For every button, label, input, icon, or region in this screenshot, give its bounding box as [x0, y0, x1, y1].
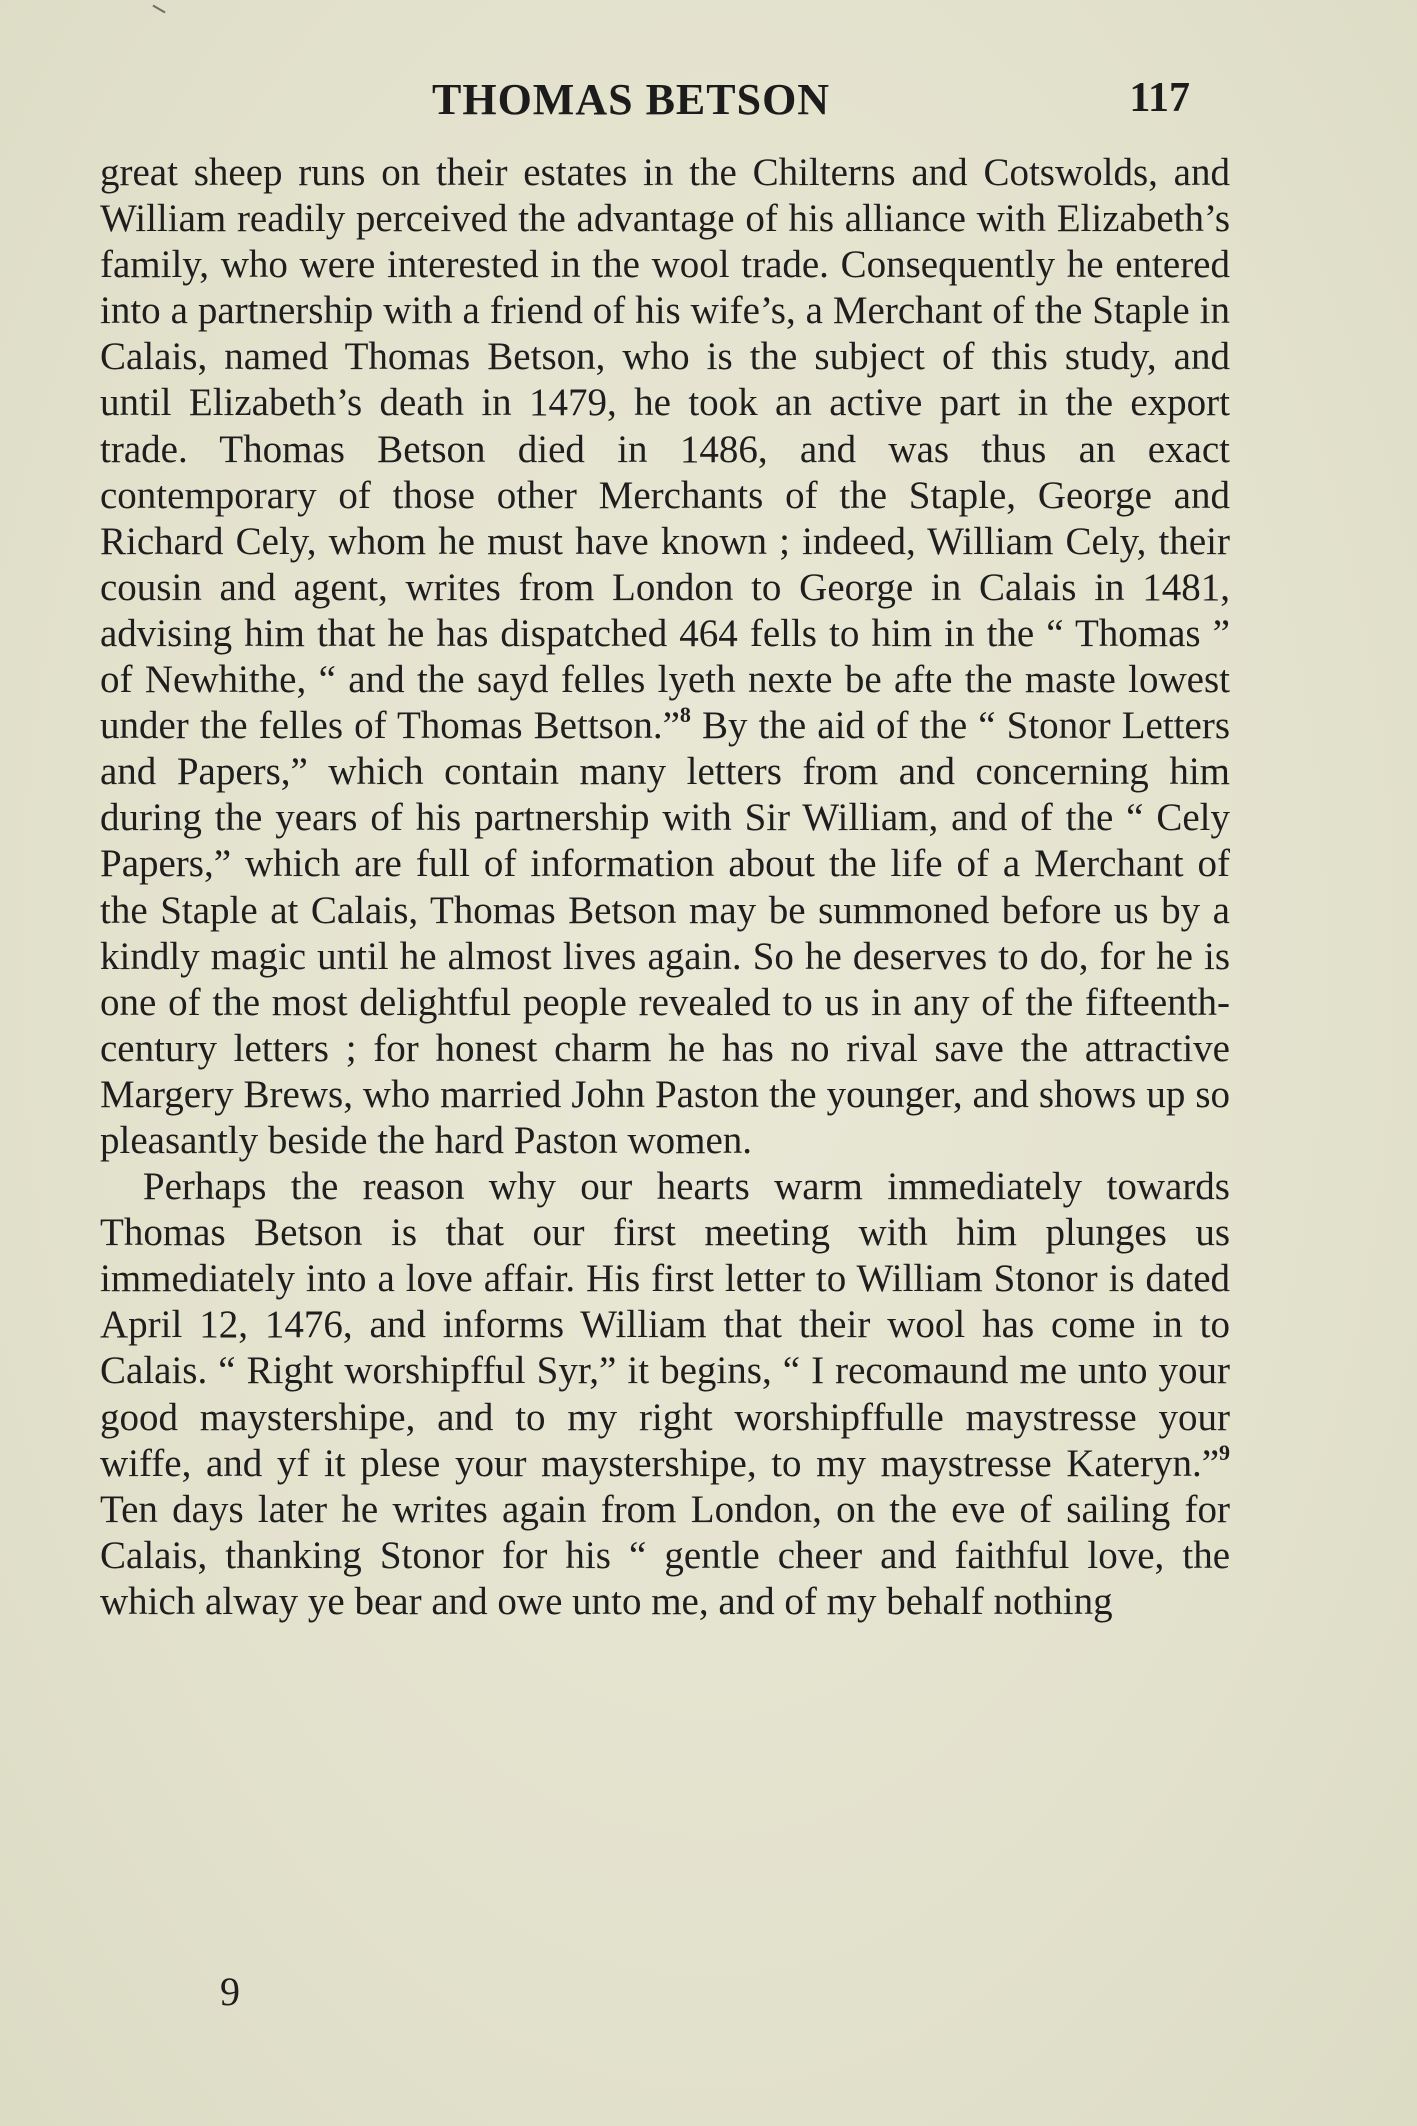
- paragraph: [100, 1164, 1230, 1625]
- footnote-ref: 9: [1219, 1439, 1230, 1465]
- running-header: [100, 74, 1190, 134]
- text-run: Ten days later he writes again from London, on the eve of sailing for Calais, thanking Stonor for his “ gentle cheer and faithful love, the which alway ye bear and owe unto me, and of my behalf nothing: [100, 1487, 1230, 1623]
- text-run: great sheep runs on their estates in the Chilterns and Cotswolds, and William readily perceived the advantage of his alliance with Elizabeth’s family, who were interested in the wool trade. Consequently he entered into a partnership with a friend of his wife’s, a Merchant of the Staple in Calais, named Thomas Betson, who is the subject of this study, and until Elizabeth’s death in 1479, he took an active part in the export trade. Thomas Betson died in 1486, and was thus an exact contemporary of those other Merchants of the Staple, George and Richard Cely, whom he must have known ; indeed, William Cely, their cousin and agent, writes from London to George in Calais in 1481, advising him that he has dispatched 464 fells to him in the “ Thomas ” of Newhithe, “ and the sayd felles lyeth nexte be afte the maste lowest under the felles of Thomas Bettson.”: [100, 151, 1230, 748]
- page-number: 117: [1129, 75, 1190, 121]
- text-run: By the aid of the “ Stonor Letters and Papers,” which contain many letters from and concerning him during the years of his partnership with Sir William, and of the “ Cely Papers,” which are full of information about the life of a Merchant of the Staple at Calais, Thomas Betson may be summoned before us by a kindly magic until he almost lives again. So he deserves to do, for he is one of the most delightful people revealed to us in any of the fifteenth-century letters ; for honest charm he has no rival save the attractive Margery Brews, who married John Paston the younger, and shows up so pleasantly beside the hard Paston women.: [100, 704, 1230, 1162]
- footnote-ref: 8: [679, 702, 691, 728]
- body-text: [100, 150, 1230, 1625]
- paper-blemish: [152, 5, 165, 14]
- paragraph: [100, 150, 1230, 1164]
- text-run: Perhaps the reason why our hearts warm immediately towards Thomas Betson is that our first meeting with him plunges us immediately into a love affair. His first letter to William Stonor is dated April 12, 1476, and informs William that their wool has come in to Calais. “ Right worshipfful Syr,” it begins, “ I recomaund me unto your good maystershipe, and to my right worshipffulle maystresse your wiffe, and yf it plese your maystershipe, to my maystresse Kateryn.”: [100, 1165, 1230, 1485]
- signature-mark: 9: [220, 1969, 240, 2014]
- running-title: THOMAS BETSON: [432, 75, 831, 124]
